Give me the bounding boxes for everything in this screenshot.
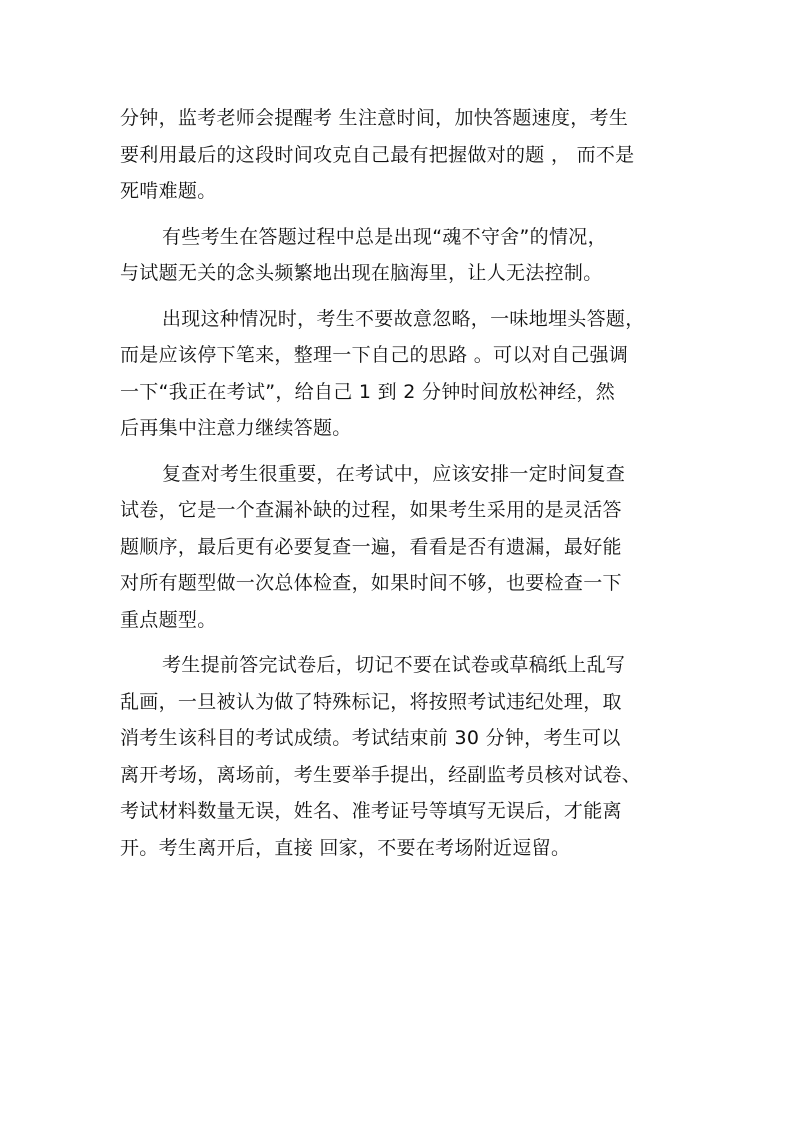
text-line: 后再集中注意力继续答题。 (120, 417, 352, 439)
text-line: 重点题型。 (120, 608, 217, 631)
text-line: 出现这种情况时，考生不要故意忽略，一味地埋头答题， (162, 307, 645, 330)
paragraph-2 (120, 219, 680, 292)
text-line: 开。考生离开后，直接 回家，不要在考场附近逗留。 (120, 836, 571, 859)
text-line: 考试材料数量无误，姓名、准考证号等填写无误后，才能离 (120, 800, 622, 822)
paragraph-4 (120, 456, 680, 639)
text-line: 与试题无关的念头频繁地出现在脑海里，让人无法控制。 (120, 262, 603, 284)
document-body (120, 100, 680, 866)
text-line: 死啃难题。 (120, 180, 217, 202)
text-line: 而是应该停下笔来，整理一下自己的思路 。可以对自己强调 (120, 344, 629, 366)
text-line: 乱画，一旦被认为做了特殊标记，将按照考试违纪处理，取 (120, 690, 622, 713)
text-line: 试卷，它是一个查漏补缺的过程，如果考生采用的是灵活答 (120, 499, 622, 521)
text-line: 离开考场，离场前，考生要举手提出，经副监考员核对试卷、 (120, 763, 642, 786)
text-line: 分钟，监考老师会提醒考 生注意时间，加快答题速度，考生 (120, 107, 629, 129)
paragraph-1 (120, 100, 680, 210)
text-line: 一下“我正在考试”，给自己 1 到 2 分钟时间放松神经，然 (120, 380, 616, 403)
text-line: 消考生该科目的考试成绩。考试结束前 30 分钟，考生可以 (120, 727, 621, 749)
text-line: 题顺序，最后更有必要复查一遍，看看是否有遗漏，最好能 (120, 535, 622, 558)
paragraph-3 (120, 301, 680, 447)
text-line: 考生提前答完试卷后，切记不要在试卷或草稿纸上乱写 (162, 654, 626, 676)
text-line: 要利用最后的这段时间攻克自己最有把握做对的题 ， 而不是 (120, 143, 635, 166)
text-line: 有些考生在答题过程中总是出现“魂不守舍”的情况， (162, 225, 607, 248)
text-line: 对所有题型做一次总体检查，如果时间不够，也要检查一下 (120, 572, 622, 594)
paragraph-5 (120, 647, 680, 866)
text-line: 复查对考生很重要，在考试中，应该安排一定时间复查 (162, 462, 626, 485)
